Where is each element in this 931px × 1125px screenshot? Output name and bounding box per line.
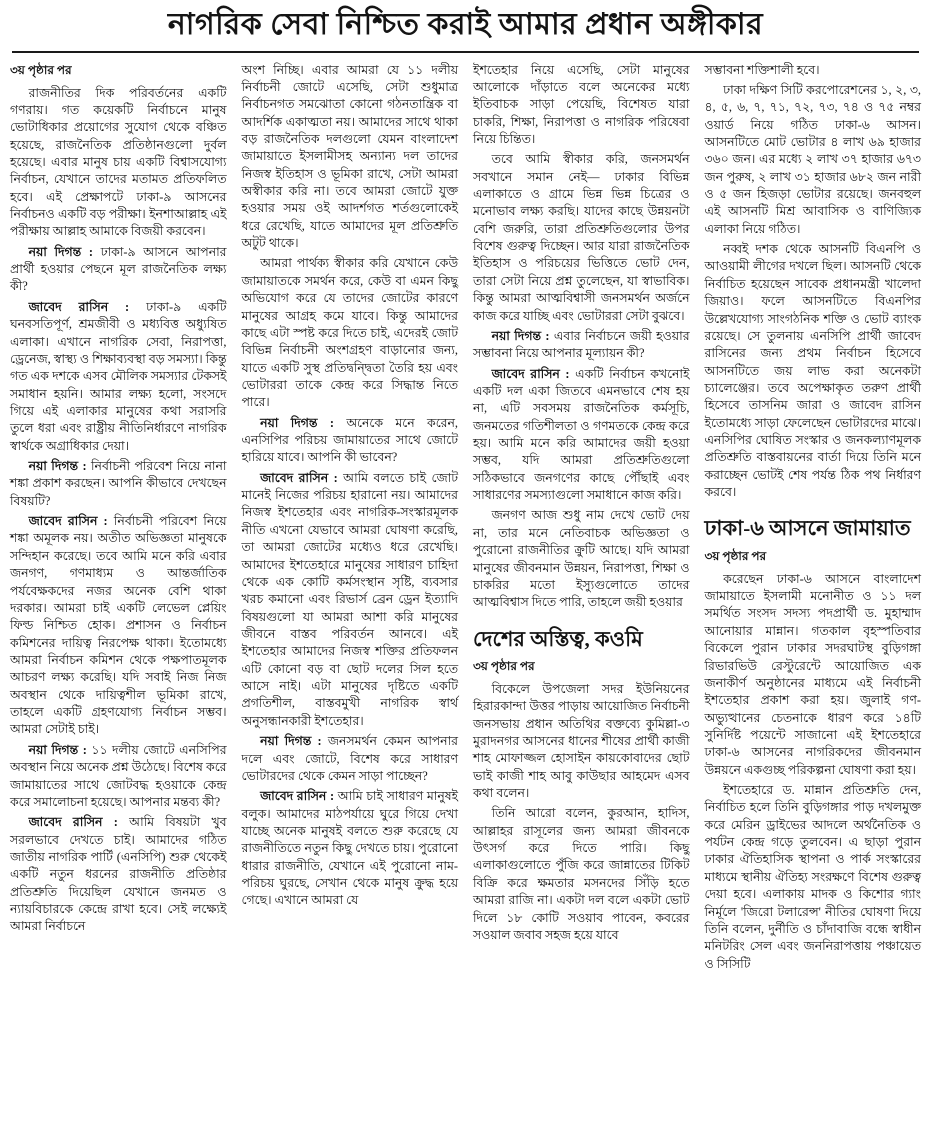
body-paragraph: তিনি আরো বলেন, কুরআন, হাদিস, আল্লাহর রাসূলের জন্য আমরা জীবনকে উৎসর্গ করে দিতে পারি। কিছু এলাকাগুলোতে পুঁজি করে জান্নাতের টিকিট বিক্রি করে ক্ষমতার মসনদের সিঁড়ি হতে আমরা রাজি না। একটা দল বলে একটা ভোট দিলে ১৮ কোটি সওয়াব পাবেন, কবরের সওয়াল জবাব সহজ হয়ে যাবে: [473, 806, 690, 942]
qa-paragraph: জাবেদ রাসিন : একটি নির্বাচন কখনোই একটি দল একা জিতবে এমনভাবে শেষ হয় না, এটি সবসময় রাজনৈতিক কর্মসূচি, জনমতের গতিশীলতা ও গণমতকে কেন্দ্র করে হয়। আমি মনে করি আমাদের জয়ী হওয়া সম্ভব, যদি আমরা প্রতিশ্রুতিগুলো সঠিকভাবে জনগণের কাছে পৌঁছাই এবং সাধারণের সমস্যাগুলো সমাধানে কাজ করি।: [473, 366, 690, 503]
body-paragraph: বিকেলে উপজেলা সদর ইউনিয়নের হিরারকান্দা উত্তর পাড়ায় আয়োজিত নির্বাচনী জনসভায় প্রধান অতিথির বক্তব্যে কুমিল্লা-৩ মুরাদনগর আসনের ধানের শীষের প্রার্থী কাজী শাহ মোফাজ্জল হোসাইন কায়কোবাদের ছোট ভাই কাজী শাহ আবু কাউছার আহমেদ এসব কথা বলেন।: [473, 681, 690, 801]
qa-paragraph: নয়া দিগন্ত : অনেকে মনে করেন, এনসিপির পরিচয় জামায়াতের সাথে জোটে হারিয়ে যাবে। আপনি কী ভাবেন?: [241, 415, 458, 465]
speaker-label: নয়া দিগন্ত :: [260, 415, 347, 430]
speaker-label: জাবেদ রাসিন :: [491, 366, 576, 381]
qa-paragraph: নয়া দিগন্ত : ঢাকা-৯ আসনে আপনার প্রার্থী হওয়ার পেছনে মূল রাজনৈতিক লক্ষ্য কী?: [10, 244, 227, 294]
main-headline: নাগরিক সেবা নিশ্চিত করাই আমার প্রধান অঙ্গীকার: [167, 8, 764, 41]
body-paragraph: তবে আমি স্বীকার করি, জনসমর্থন সবখানে সমান নেই— ঢাকার বিভিন্ন এলাকাতে ও গ্রামে ভিন্ন ভিন্ন চিত্রের ও মনোভাব লক্ষ্য করছি। যাদের কাছে উন্নয়নটা বেশি জরুরি, তারা প্রতিশ্রুতিগুলোর উপর বিশেষ গুরুত্ব দিচ্ছেন। আর যারা রাজনৈতিক ইতিহাস ও পরিচয়ের ভিত্তিতে ভোট দেন, তারা সেটা নিয়ে প্রশ্ন তুলেছেন, যা স্বাভাবিক। কিন্তু আমরা আত্মবিশ্বাসী জনসমর্থন অর্জনে কাজ করে যাচ্ছি এবং ভোটাররা সেটা বুঝবে।: [473, 152, 690, 323]
article-columns: [10, 62, 921, 977]
column-4: [705, 62, 922, 977]
qa-paragraph: নয়া দিগন্ত : নির্বাচনী পরিবেশ নিয়ে নানা শঙ্কা প্রকাশ করছেন। আপনি কীভাবে দেখছেন বিষয়টি?: [10, 459, 227, 508]
headline-rule: [12, 51, 919, 53]
body-paragraph: আমরা পার্থক্য স্বীকার করি যেখানে কেউ জামায়াতকে সমর্থন করে, কেউ বা এমন কিছু অভিযোগ করে যে তাদের জোটের কারণে মানুষের আগ্রহ কমে যাবে। কিন্তু আমাদের কাছে এটা স্পষ্ট করে দিতে চাই, এদেরই জোট বিভিন্ন নির্বাচনী অংশগ্রহণ বাড়ানোর জন্য, যাতে একটি সুস্থ প্রতিদ্বন্দ্বিতা তৈরি হয় এবং ভোটাররা তাকে কেন্দ্র করে সিদ্ধান্ত নিতে পারে।: [241, 256, 458, 410]
speaker-label: জাবেদ রাসিন :: [28, 514, 114, 529]
body-paragraph: ঢাকা দক্ষিণ সিটি করপোরেশনের ১, ২, ৩, ৪, ৫, ৬, ৭, ৭১, ৭২, ৭৩, ৭৪ ও ৭৫ নম্বর ওয়ার্ড নিয়ে গঠিত ঢাকা-৬ আসন। আসনটিতে মোট ভোটার ৪ লাখ ৬৯ হাজার ৩৬০ জন। এর মধ্যে ২ লাখ ৩৭ হাজার ৬৭৩ জন পুরুষ, ২ লাখ ৩১ হাজার ৬৮২ জন নারী ও ৫ জন হিজড়া ভোটার রয়েছে। জনবহুল এই আসনটি মিশ্র আবাসিক ও বাণিজ্যিক এলাকা নিয়ে গঠিত।: [704, 82, 921, 236]
speaker-label: নয়া দিগন্ত :: [28, 244, 101, 259]
speaker-label: নয়া দিগন্ত :: [28, 742, 92, 757]
body-paragraph: সম্ভাবনা শক্তিশালী হবে।: [704, 62, 820, 77]
qa-paragraph: জাবেদ রাসিন : নির্বাচনী পরিবেশ নিয়ে শঙ্কা অমূলক নয়। অতীত অভিজ্ঞতা মানুষকে সন্দিহান করেছে। তবে আমি মনে করি এবার জনগণ, গণমাধ্যম ও আন্তর্জাতিক পর্যবেক্ষকদের নজর অনেক বেশি থাকা দরকার। আমরা চাই একটি লেভেল প্লেয়িং ফিল্ড নিশ্চিত হোক। প্রশাসন ও নির্বাচন কমিশনের দায়িত্ব নিরপেক্ষ থাকা। ইতোমধ্যে আমরা নির্বাচন কমিশন থেকে পক্ষপাতমূলক আচরণ লক্ষ্য করেছি। যদি সবাই নিজ নিজ অবস্থান থেকে দায়িত্বশীল ভূমিকা রাখে, তাহলে একটি গ্রহণযোগ্য নির্বাচন সম্ভব। আমরা সেটাই চাই।: [10, 514, 227, 737]
speaker-label: নয়া দিগন্ত :: [28, 459, 91, 474]
body-paragraph: রাজনীতির দিক পরিবর্তনের একটি গণরায়। গত কয়েকটি নির্বাচনে মানুষ ভোটাধিকার প্রয়োগের সুযোগ থেকে বঞ্চিত হয়েছে, রাজনৈতিক প্রতিষ্ঠানগুলো দুর্বল হয়েছে। এবার মানুষ চায় একটি বিশ্বাসযোগ্য নির্বাচন, যেখানে তাদের মতামত প্রতিফলিত হবে। এই প্রেক্ষাপটে ঢাকা-৯ আসনের নির্বাচনও একটি বড় পরীক্ষা। ইনশাআল্লাহ এই পরীক্ষায় আল্লাহ আমাকে বিজয়ী করবেন।: [10, 85, 227, 239]
section-subheadline: ঢাকা-৬ আসনে জামায়াত: [704, 516, 911, 541]
qa-paragraph: জাবেদ রাসিন : ঢাকা-৯ একটি ঘনবসতিপূর্ণ, শ্রমজীবী ও মধ্যবিত্ত অধ্যুষিত এলাকা। এখানে নাগরিক সেবা, নিরাপত্তা, ড্রেনেজ, স্বাস্থ্য ও শিক্ষাব্যবস্থা বড় সমস্যা। কিন্তু গত এক দশকে এসব মৌলিক সমস্যার টেকসই সমাধান হয়নি। আমার লক্ষ্য হলো, সংসদে গিয়ে এই এলাকার মানুষের কথা সরাসরি তুলে ধরা এবং রাষ্ট্রীয় নীতিনির্ধারণে নাগরিক স্বার্থকে অগ্রাধিকার দেয়া।: [10, 299, 227, 453]
qa-paragraph: নয়া দিগন্ত : এবার নির্বাচনে জয়ী হওয়ার সম্ভাবনা নিয়ে আপনার মূল্যায়ন কী?: [473, 328, 690, 361]
continuation-note: ৩য় পৃষ্ঠার পর: [704, 548, 767, 563]
speaker-label: জাবেদ রাসিন :: [28, 299, 147, 314]
section-subheadline: দেশের অস্তিত্ব, কওমি: [473, 626, 643, 651]
continuation-note: ৩য় পৃষ্ঠার পর: [10, 62, 72, 77]
body-paragraph: অংশ নিচ্ছি। এবার আমরা যে ১১ দলীয় নির্বাচনী জোটে এসেছি, সেটা শুধুমাত্র নির্বাচনগত সমঝোতা কোনো গঠনতান্ত্রিক বা আদর্শিক একাত্মতা নয়। আমাদের সাথে থাকা বড় রাজনৈতিক দলগুলো যেমন বাংলাদেশ জামায়াতে ইসলামীসহ অন্যান্য দল তাদের নিজস্ব ইতিহাস ও ভূমিকা রাখে, সেটা আমরা অস্বীকার করি না। তবে আমরা জোটে যুক্ত হওয়ার সময় ওই আদর্শগত শর্তগুলোকেই ধরে রেখেছি, যাতে আমাদের মূল প্রতিশ্রুতি অটুট থাকে।: [241, 62, 458, 251]
qa-paragraph: নয়া দিগন্ত : ১১ দলীয় জোটে এনসিপির অবস্থান নিয়ে অনেক প্রশ্ন উঠেছে। বিশেষ করে জামায়াতের সাথে জোটবদ্ধ হওয়াকে কেন্দ্র করে সমালোচনা হয়েছে। আপনার মন্তব্য কী?: [10, 742, 227, 809]
body-paragraph: ইশতেহারে ড. মান্নান প্রতিশ্রুতি দেন, নির্বাচিত হলে তিনি বুড়িগঙ্গার পাড় দখলমুক্ত করে মেরিন ড্রাইভের আদলে অর্থনৈতিক ও পর্যটন কেন্দ্র গড়ে তুলবেন। এ ছাড়া পুরান ঢাকার ঐতিহাসিক স্থাপনা ও পার্ক সংস্কারের মাধ্যমে স্থানীয় ঐতিহ্য সংরক্ষণে বিশেষ গুরুত্ব দেয়া হবে। এলাকায় মাদক ও কিশোর গ্যাং নির্মূলে 'জিরো টলারেন্স' নীতির ঘোষণা দিয়ে তিনি বলেন, দুর্নীতি ও চাঁদাবাজি বন্ধে স্বাধীন মনিটরিং সেল এবং জননিরাপত্তায় পঞ্চায়েত ও সিসিটি: [704, 783, 921, 971]
column-3: [473, 62, 690, 948]
body-paragraph: ইশতেহার নিয়ে এসেছি, সেটা মানুষের আলোকে দাঁড়াতে বলে অনেকের মধ্যে ইতিবাচক সাড়া পেয়েছি, বিশেষত যারা চাকরি, শিক্ষা, নিরাপত্তা ও নাগরিক পরিষেবা নিয়ে চিন্তিত।: [473, 62, 690, 146]
body-paragraph: জনগণ আজ শুধু নাম দেখে ভোট দেয় না, তার মনে নেতিবাচক অভিজ্ঞতা ও পুরোনো রাজনীতির ক্রুটি আছে। যদি আমরা মানুষের জীবনমান উন্নয়ন, নিরাপত্তা, শিক্ষা ও চাকরির মতো ইস্যুগুলোতে তাদের আত্মবিশ্বাস দিতে পারি, তাহলে জয়ী হওয়ার: [473, 508, 690, 610]
qa-paragraph: জাবেদ রাসিন : আমি চাই সাধারণ মানুষই বলুক। আমাদের মাঠপর্যায়ে ঘুরে গিয়ে দেখা যাচ্ছে অনেক মানুষই বলতে শুরু করেছে যে রাজনীতিতে নতুন কিছু দেখতে চায়। পুরোনো ধারার রাজনীতি, যেখানে এই পুরোনো নাম-পরিচয় ঘুরছে, সেখান থেকে মানুষ ক্রুদ্ধ হয়ে গেছে। এখানে আমরা যে: [241, 789, 458, 908]
column-2: [242, 62, 459, 913]
speaker-label: জাবেদ রাসিন :: [260, 470, 344, 485]
body-paragraph: নব্বই দশক থেকে আসনটি বিএনপি ও আওয়ামী লীগের দখলে ছিল। আসনটি থেকে নির্বাচিত হয়েছেন সাবেক প্রধানমন্ত্রী খালেদা জিয়াও। ফলে আসনটিতে বিএনপির উল্লেখযোগ্য সাংগঠনিক শক্তি ও ভোট ব্যাংক রয়েছে। সে তুলনায় এনসিপি প্রার্থী জাবেদ রাসিনের জন্য প্রথম নির্বাচন হিসেবে আসনটিতে জয় লাভ করা অনেকটা চ্যালেঞ্জের। তবে অপেক্ষাকৃত তরুণ প্রার্থী হিসেবে তাসনিম জারা ও জাবেদ রাসিন ইতোমধ্যে সাড়া ফেলেছেন ভোটারদের মাঝে। এনসিপির ঘোষিত সংস্কার ও জনকল্যাণমূলক প্রতিশ্রুতি বাস্তবায়নের বার্তা দিয়ে তিনি মনে করাচ্ছেন ভোটই শেষ পর্যন্ত ঠিক পথ নির্ধারণ করবে।: [704, 242, 921, 500]
column-1: [10, 62, 227, 939]
speaker-label: জাবেদ রাসিন :: [260, 789, 338, 804]
qa-paragraph: নয়া দিগন্ত : জনসমর্থন কেমন আপনার দলে এবং জোটে, বিশেষ করে সাধারণ ভোটারদের থেকে কেমন সাড়া পাচ্ছেন?: [241, 734, 458, 783]
speaker-label: নয়া দিগন্ত :: [491, 328, 554, 343]
speaker-label: জাবেদ রাসিন :: [28, 815, 130, 830]
body-paragraph: করেছেন ঢাকা-৬ আসনে বাংলাদেশ জামায়াতে ইসলামী মনোনীত ও ১১ দল সমর্থিত সংসদ সদস্য পদপ্রার্থী ড. মুহাম্মাদ আনোয়ার মান্নান। গতকাল বৃহস্পতিবার বিকেলে পুরান ঢাকার সদরঘাটস্থ বুড়িগঙ্গা রিভারভিউ রেস্টুরেন্টে আয়োজিত এক জনাকীর্ণ অনুষ্ঠানের মাধ্যমে এই নির্বাচনী ইশতেহার প্রকাশ করা হয়। জুলাই গণ-অভ্যুত্থানের চেতনাকে ধারণ করে ১৪টি সুনির্দিষ্ট পয়েন্টে সাজানো এই ইশতেহারে ঢাকা-৬ আসনের নাগরিকদের জীবনমান উন্নয়নে একগুচ্ছ পরিকল্পনা ঘোষণা করা হয়।: [704, 571, 921, 777]
continuation-note: ৩য় পৃষ্ঠার পর: [473, 658, 535, 673]
speaker-label: নয়া দিগন্ত :: [260, 734, 328, 749]
qa-paragraph: জাবেদ রাসিন : আমি বলতে চাই জোট মানেই নিজের পরিচয় হারানো নয়। আমাদের নিজস্ব ইশতেহার এবং নাগরিক-সংস্কারমূলক নীতি এখনো যেভাবে আমরা ঘোষণা করেছি, তা আমরা জোটের মধ্যেও ধরে রেখেছি। আমাদের ইশতেহারে মানুষের সাধারণ চাহিদা থেকে এক কোটি কর্মসংস্থান সৃষ্টি, ব্যবসার খরচ কমানো এবং রিভার্স ব্রেন ড্রেন ইত্যাদি বিষয়গুলো যা আমরা আশা করি মানুষের জীবনে বাস্তব পরিবর্তন আনবে। এই ইশতেহার আমাদের নিজস্ব শক্তির প্রতিফলন এটি কোনো বড় বা ছোট দলের সিল হতে আসে নাই। এটা মানুষের দৃষ্টিতে একটি প্রগতিশীল, বাস্তবমুখী নাগরিক স্বার্থ অনুসন্ধানকারী ইশতেহার।: [241, 470, 458, 728]
qa-paragraph: জাবেদ রাসিন : আমি বিষয়টা খুব সরলভাবে দেখতে চাই। আমাদের গঠিত জাতীয় নাগরিক পার্টি (এনসিপি) শুরু থেকেই একটি নতুন ধরনের রাজনীতি প্রতিষ্ঠার প্রতিশ্রুতি দিয়েছিল যেখানে জনমত ও ন্যায়বিচারকে কেন্দ্রে রাখা হবে। সেই লক্ষ্যেই আমরা নির্বাচনে: [10, 815, 227, 934]
